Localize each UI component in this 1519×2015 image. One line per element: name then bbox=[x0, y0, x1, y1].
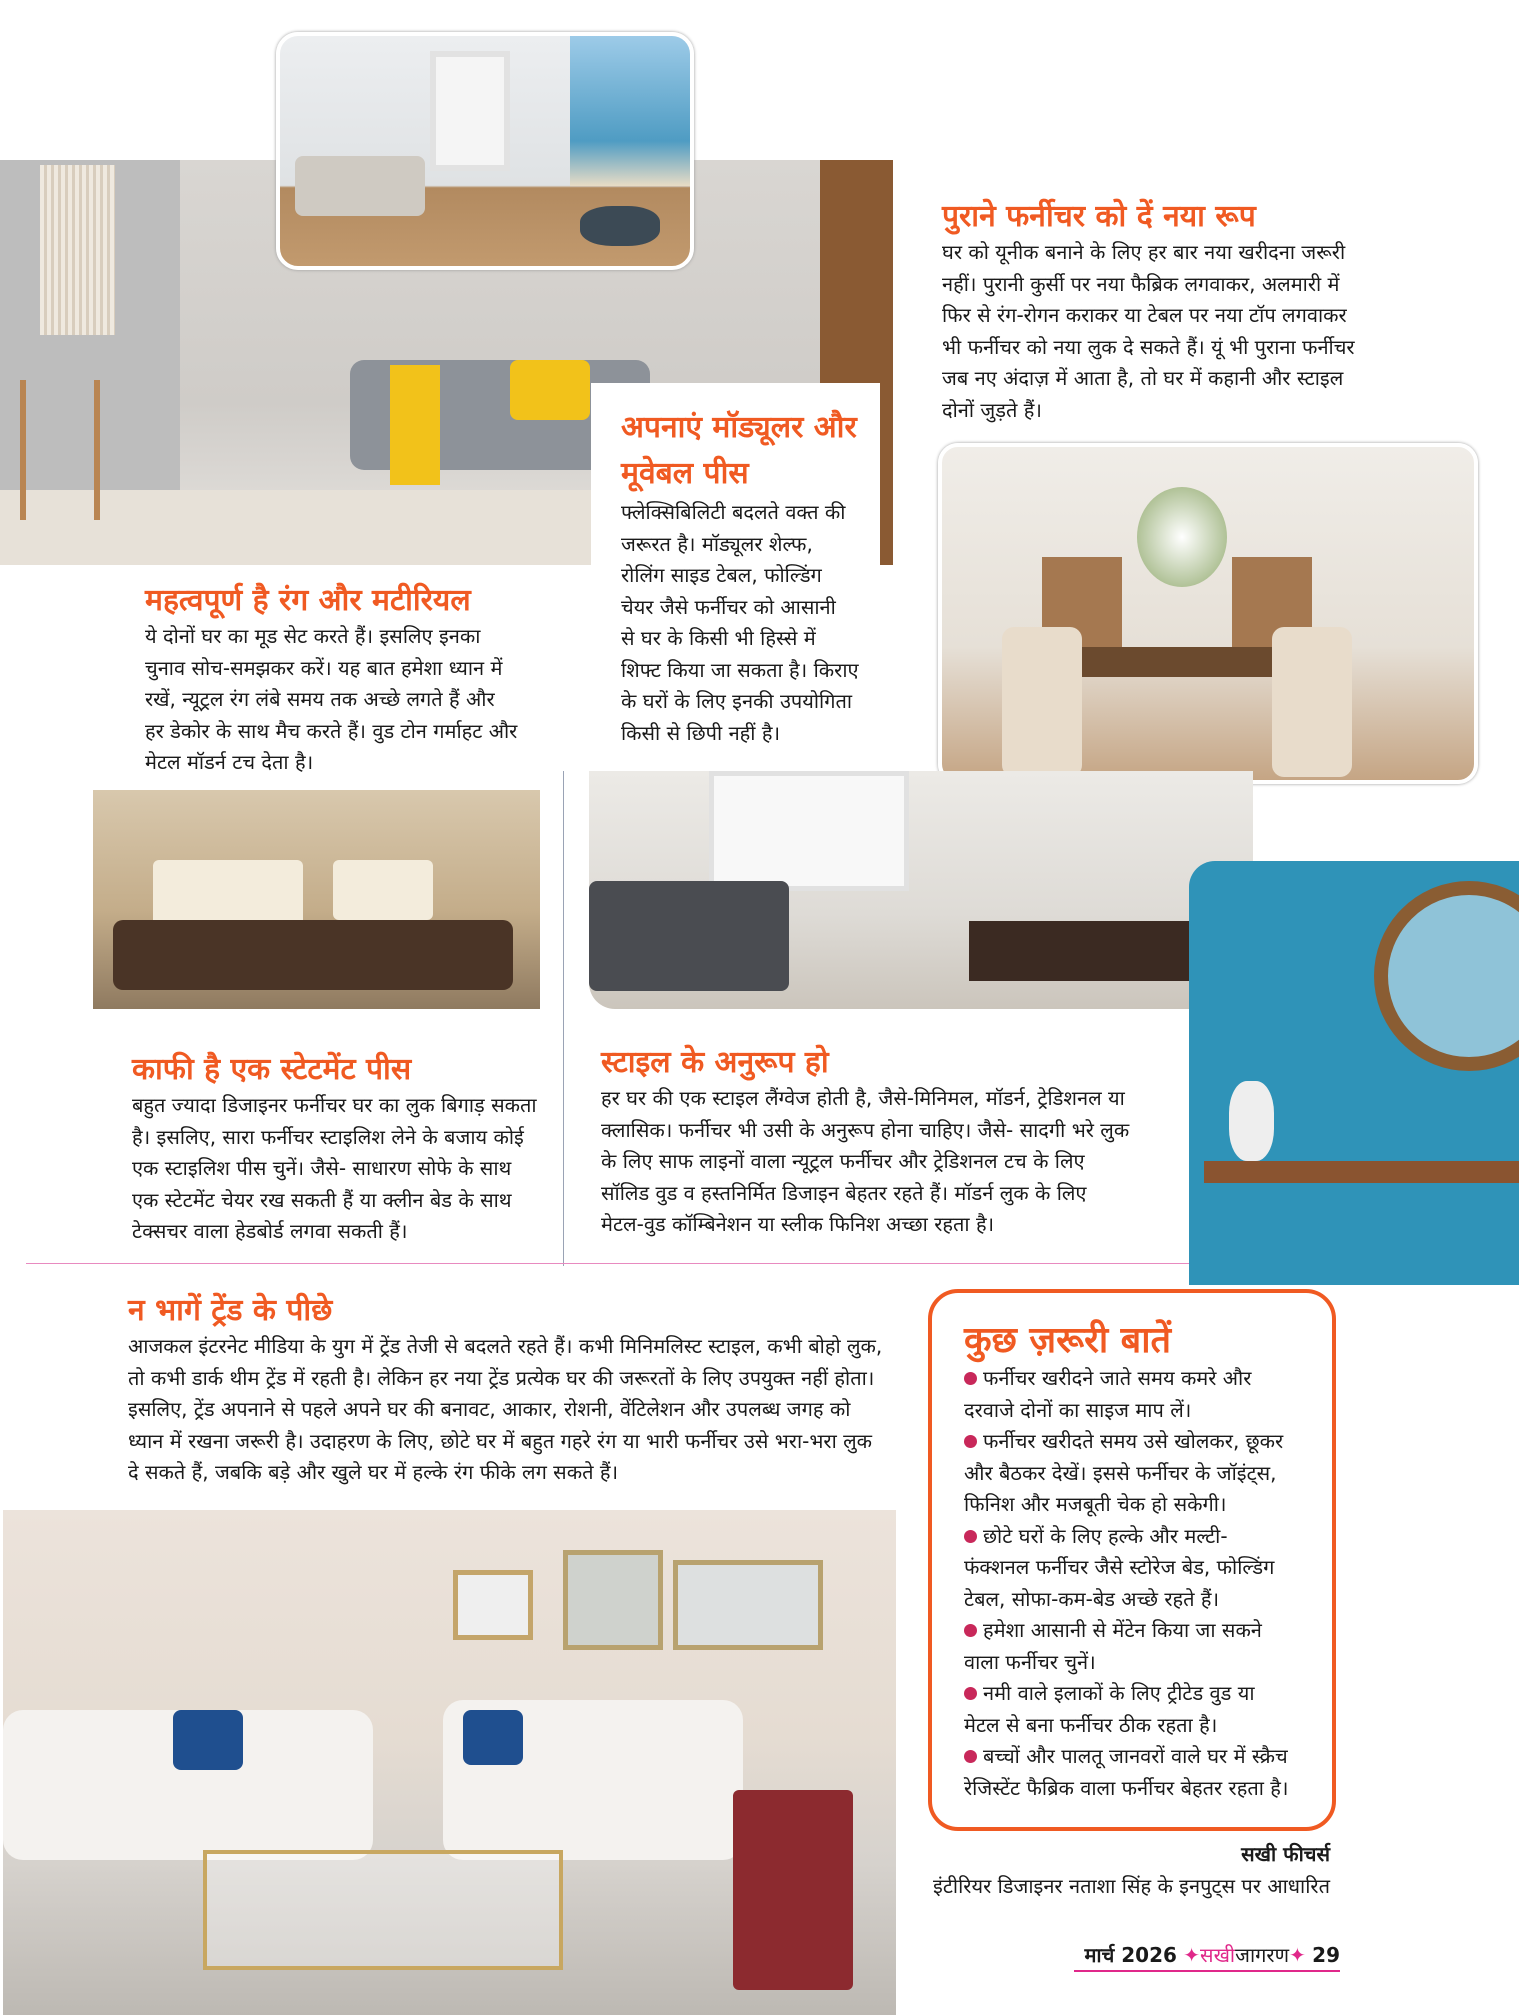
heading-colour: महत्वपूर्ण है रंग और मटीरियल bbox=[145, 583, 471, 618]
text-line: नहीं। पुरानी कुर्सी पर नया फैब्रिक लगवाकर, अलमारी में bbox=[942, 271, 1340, 296]
blue-wall-console-photo bbox=[1189, 861, 1519, 1285]
text-line: घर को यूनीक बनाने के लिए हर बार नया खरीदना जरूरी bbox=[942, 240, 1346, 264]
star-icon: ✦ bbox=[1289, 1943, 1306, 1967]
page-footer bbox=[1074, 1940, 1340, 1972]
text-line: तो कभी डार्क थीम ट्रेंड में रहती है। लेकिन हर नया ट्रेंड प्रत्येक घर की जरूरतों के लिए उपयुक्त नहीं होता। bbox=[128, 1365, 875, 1390]
bullet-icon bbox=[964, 1372, 977, 1385]
text-line: दोनों जुड़ते हैं। bbox=[942, 397, 1042, 422]
body-modular bbox=[621, 497, 876, 749]
text-line: दे सकते हैं, जबकि बड़े और खुले घर में हल्के रंग फीके लग सकते हैं। bbox=[128, 1460, 619, 1484]
body-trend bbox=[128, 1331, 918, 1489]
tip-text: टेबल, सोफा-कम-बेड अच्छे रहते हैं। bbox=[964, 1586, 1220, 1611]
heading-line: अपनाएं मॉड्यूलर और bbox=[621, 410, 857, 445]
lounge-wicker-photo bbox=[93, 790, 540, 1009]
brand-sakhi: सखी bbox=[1200, 1943, 1236, 1967]
brand-jagran: जागरण bbox=[1235, 1943, 1290, 1967]
tip-item bbox=[964, 1363, 1332, 1426]
section-colour-material bbox=[145, 581, 565, 779]
window-living-room-photo bbox=[276, 32, 694, 270]
text-line: ये दोनों घर का मूड सेट करते हैं। इसलिए इनका bbox=[145, 624, 481, 648]
text-line: बहुत ज्यादा डिजाइनर फर्नीचर घर का लुक बिगाड़ सकता bbox=[132, 1093, 537, 1117]
tip-text: रेजिस्टेंट फैब्रिक वाला फर्नीचर बेहतर रहता है। bbox=[964, 1775, 1289, 1800]
tip-text: फंक्शनल फर्नीचर जैसे स्टोरेज बेड, फोल्डिंग bbox=[964, 1555, 1275, 1579]
text-line: भी फर्नीचर को नया लुक दे सकते हैं। यूं भी पुराना फर्नीचर bbox=[942, 334, 1355, 359]
body-renovate bbox=[942, 237, 1372, 426]
text-line: से घर के किसी भी हिस्से में bbox=[621, 626, 816, 650]
text-line: चुनाव सोच-समझकर करें। यह बात हमेशा ध्यान में bbox=[145, 655, 503, 680]
text-line: रखें, न्यूट्रल रंग लंबे समय तक अच्छे लगते हैं और bbox=[145, 687, 495, 711]
bullet-icon bbox=[964, 1624, 977, 1637]
heading-trend: न भागें ट्रेंड के पीछे bbox=[128, 1293, 333, 1328]
star-icon: ✦ bbox=[1183, 1943, 1201, 1967]
bullet-icon bbox=[964, 1435, 977, 1448]
bullet-icon bbox=[964, 1687, 977, 1700]
text-line: फिर से रंग-रोगन कराकर या टेबल पर नया टॉप लगवाकर bbox=[942, 303, 1347, 327]
text-line: ध्यान में रखना जरूरी है। उदाहरण के लिए, छोटे घर में बहुत गहरे रंग या भारी फर्नीचर उसे भरा-भरा लुक bbox=[128, 1428, 873, 1453]
tip-text: मेटल से बना फर्नीचर ठीक रहता है। bbox=[964, 1712, 1218, 1737]
tip-text: फिनिश और मजबूती चेक हो सकेगी। bbox=[964, 1492, 1227, 1516]
tip-text: नमी वाले इलाकों के लिए ट्रीटेड वुड या bbox=[983, 1681, 1255, 1705]
text-line: है। इसलिए, सारा फर्नीचर स्टाइलिश लेने के बजाय कोई bbox=[132, 1124, 524, 1149]
issue-date: मार्च 2026 bbox=[1084, 1943, 1177, 1967]
heading-line: मूवेबल पीस bbox=[621, 456, 749, 491]
text-line: क्लासिक। फर्नीचर भी उसी के अनुरूप होना चाहिए। जैसे- सादगी भरे लुक bbox=[601, 1117, 1130, 1142]
heading-modular bbox=[621, 405, 876, 497]
text-line: जब नए अंदाज़ में आता है, तो घर में कहानी और स्टाइल bbox=[942, 366, 1344, 390]
text-line: हर घर की एक स्टाइल लैंग्वेज होती है, जैसे-मिनिमल, मॉडर्न, ट्रेडिशनल या bbox=[601, 1086, 1125, 1110]
section-statement bbox=[132, 1050, 562, 1248]
text-line: के घरों के लिए इनकी उपयोगिता bbox=[621, 689, 853, 713]
text-line: हर डेकोर के साथ मैच करते हैं। वुड टोन गर्माहट और bbox=[145, 718, 518, 743]
tip-item bbox=[964, 1426, 1332, 1521]
body-statement bbox=[132, 1090, 562, 1248]
tip-item bbox=[964, 1741, 1332, 1804]
credit-note: इंटीरियर डिजाइनर नताशा सिंह के इनपुट्स पर आधारित bbox=[933, 1874, 1330, 1898]
tip-text: दरवाजे दोनों का साइज माप लें। bbox=[964, 1397, 1192, 1422]
section-renovate bbox=[942, 197, 1372, 426]
tips-list bbox=[964, 1363, 1332, 1804]
section-trend bbox=[128, 1291, 918, 1489]
bullet-icon bbox=[964, 1750, 977, 1763]
text-line: सॉलिड वुड व हस्तनिर्मित डिजाइन बेहतर रहते हैं। मॉडर्न लुक के लिए bbox=[601, 1180, 1087, 1205]
text-line: एक स्टेटमेंट चेयर रख सकती हैं या क्लीन बेड के साथ bbox=[132, 1187, 512, 1212]
heading-renovate: पुराने फर्नीचर को दें नया रूप bbox=[942, 199, 1256, 234]
text-line: मेटल मॉडर्न टच देता है। bbox=[145, 750, 314, 774]
text-line: चेयर जैसे फर्नीचर को आसानी bbox=[621, 594, 836, 619]
page-number: 29 bbox=[1312, 1943, 1340, 1967]
text-line: एक स्टाइलिश पीस चुनें। जैसे- साधारण सोफे के साथ bbox=[132, 1156, 512, 1180]
sofa-dining-photo bbox=[589, 771, 1253, 1009]
column-divider bbox=[563, 771, 564, 1266]
tip-text: वाला फर्नीचर चुनें। bbox=[964, 1649, 1096, 1674]
text-line: शिफ्ट किया जा सकता है। किराए bbox=[621, 657, 859, 682]
tip-text: और बैठकर देखें। इससे फर्नीचर के जॉइंट्स, bbox=[964, 1460, 1277, 1485]
tip-text: बच्चों और पालतू जानवरों वाले घर में स्क्रैच bbox=[983, 1744, 1288, 1768]
tips-box bbox=[928, 1289, 1336, 1831]
body-style bbox=[601, 1083, 1191, 1241]
section-modular bbox=[621, 405, 876, 749]
text-line: जरूरत है। मॉड्यूलर शेल्फ, bbox=[621, 531, 813, 556]
tips-heading: कुछ ज़रूरी बातें bbox=[964, 1320, 1172, 1361]
white-living-room-photo bbox=[3, 1510, 896, 2015]
credits bbox=[830, 1838, 1330, 1902]
heading-statement: काफी है एक स्टेटमेंट पीस bbox=[132, 1052, 412, 1087]
text-line: इसलिए, ट्रेंड अपनाने से पहले अपने घर की बनावट, आकार, रोशनी, वेंटिलेशन और उपलब्ध जगह को bbox=[128, 1397, 851, 1421]
tip-item bbox=[964, 1615, 1332, 1678]
tip-item bbox=[964, 1678, 1332, 1741]
tip-item bbox=[964, 1521, 1332, 1616]
byline: सखी फीचर्स bbox=[1241, 1842, 1330, 1866]
section-divider-pink bbox=[26, 1263, 1189, 1264]
text-line: के लिए साफ लाइनों वाला न्यूट्रल फर्नीचर और ट्रेडिशनल टच के लिए bbox=[601, 1149, 1085, 1173]
text-line: आजकल इंटरनेट मीडिया के युग में ट्रेंड तेजी से बदलते रहते हैं। कभी मिनिमलिस्ट स्टाइल, कभी बोहो लुक, bbox=[128, 1334, 883, 1358]
bullet-icon bbox=[964, 1530, 977, 1543]
tip-text: फर्नीचर खरीदने जाते समय कमरे और bbox=[983, 1366, 1252, 1390]
body-colour bbox=[145, 621, 565, 779]
text-line: किसी से छिपी नहीं है। bbox=[621, 720, 781, 745]
heading-style: स्टाइल के अनुरूप हो bbox=[601, 1045, 829, 1080]
text-line: मेटल-वुड कॉम्बिनेशन या स्लीक फिनिश अच्छा रहता है। bbox=[601, 1212, 995, 1236]
tip-text: हमेशा आसानी से मेंटेन किया जा सकने bbox=[983, 1618, 1262, 1642]
text-line: फ्लेक्सिबिलिटी बदलते वक्त की bbox=[621, 500, 846, 524]
tip-text: फर्नीचर खरीदते समय उसे खोलकर, छूकर bbox=[983, 1429, 1284, 1453]
text-line: टेक्सचर वाला हेडबोर्ड लगवा सकती हैं। bbox=[132, 1219, 408, 1243]
text-line: रोलिंग साइड टेबल, फोल्डिंग bbox=[621, 563, 822, 587]
section-style bbox=[601, 1043, 1191, 1241]
tip-text: छोटे घरों के लिए हल्के और मल्टी- bbox=[983, 1523, 1228, 1548]
dining-room-photo bbox=[938, 443, 1478, 784]
